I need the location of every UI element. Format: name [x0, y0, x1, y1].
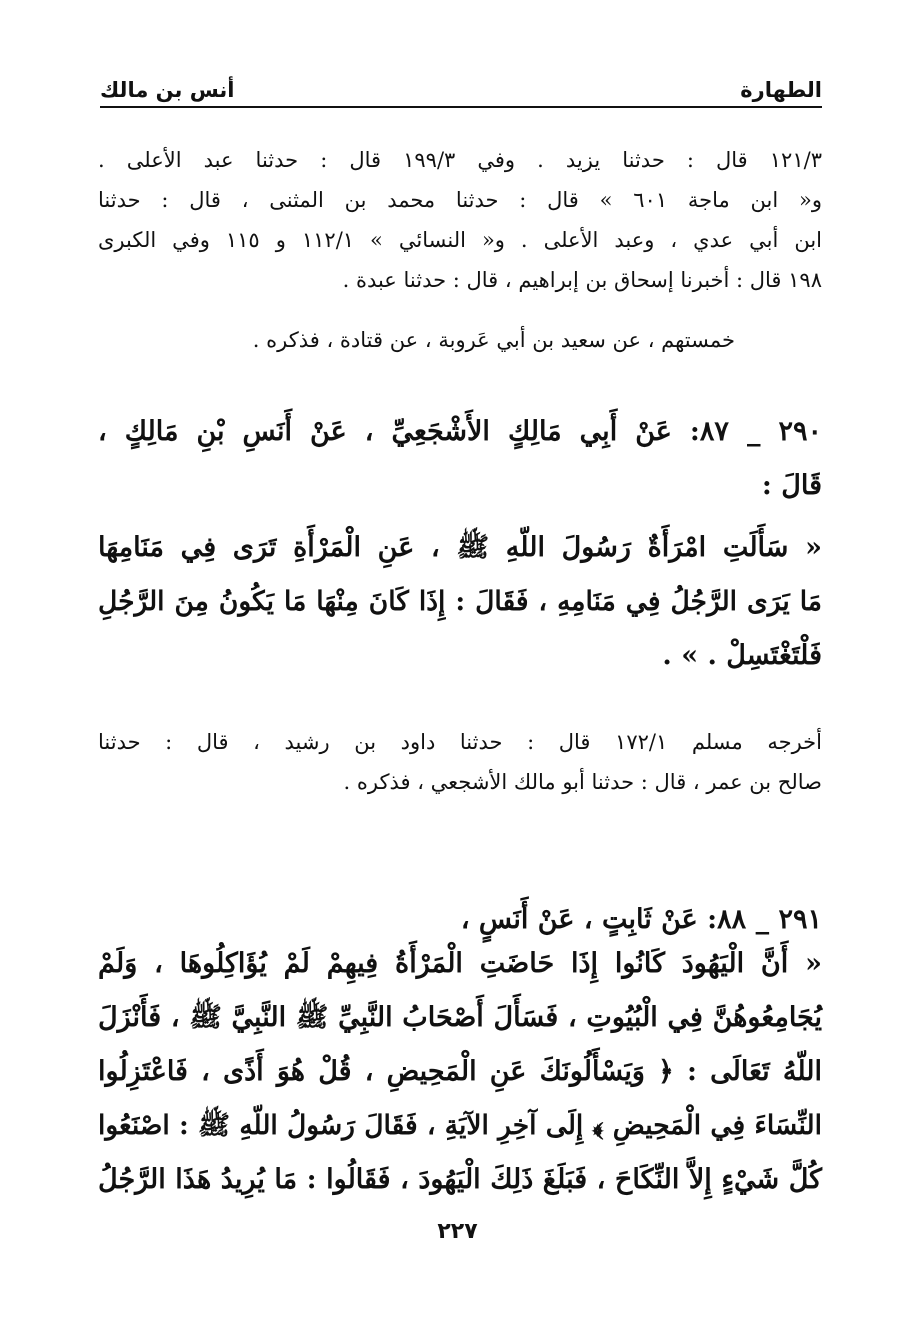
note-line: أخرجه مسلم ١٧٢/١ قال : حدثنا داود بن رشيد ، قال : حدثنا [98, 730, 822, 754]
hadith-line: « سَأَلَتِ امْرَأَةٌ رَسُولَ اللّهِ ﷺ ، عَنِ الْمَرْأَةِ تَرَى فِي مَنَامِهَا [98, 532, 822, 563]
note-line: صالح بن عمر ، قال : حدثنا أبو مالك الأشجعي ، فذكره . [343, 770, 822, 794]
hadith-line: ٢٩٠ _ ٨٧: عَنْ أَبِي مَالِكٍ الأَشْجَعِيِّ ، عَنْ أَنَسِ بْنِ مَالِكٍ ، [98, 416, 822, 447]
header-rule [100, 106, 822, 108]
header-chapter-title: أنس بن مالك [100, 78, 235, 102]
footnote-sources-1 [98, 140, 822, 300]
page-number: ٢٢٧ [437, 1219, 478, 1244]
note-line: و« ابن ماجة ٦٠١ » قال : حدثنا محمد بن المثنى ، قال : حدثنا [98, 188, 822, 212]
hadith-291-text [98, 937, 822, 1207]
hadith-line: كُلَّ شَيْءٍ إِلاَّ النِّكَاحَ ، فَبَلَغَ ذَلِكَ الْيَهُودَ ، فَقَالُوا : مَا يُرِيدُ هَذَا الرَّجُلُ [98, 1164, 822, 1195]
running-header [100, 78, 822, 112]
hadith-line: النِّسَاءَ فِي الْمَحِيضِ ﴾ إِلَى آخِرِ الآيَةِ ، فَقَالَ رَسُولُ اللّهِ ﷺ : اصْنَعُوا [98, 1110, 822, 1141]
hadith-line: فَلْتَغْتَسِلْ . » . [662, 640, 822, 671]
header-section-title: الطهارة [740, 78, 822, 102]
hadith-290-header [98, 405, 822, 513]
footnote-sources-2 [98, 722, 822, 802]
hadith-line: قَالَ : [761, 470, 822, 501]
hadith-line: ٢٩١ _ ٨٨: عَنْ ثَابِتٍ ، عَنْ أَنَسٍ ، [460, 904, 822, 935]
footnote-chain-summary [98, 320, 735, 360]
note-line: ١٩٨ قال : أخبرنا إسحاق بن إبراهيم ، قال : حدثنا عبدة . [342, 268, 822, 292]
hadith-line: مَا يَرَى الرَّجُلُ فِي مَنَامِهِ ، فَقَالَ : إِذَا كَانَ مِنْهَا مَا يَكُونُ مِنَ الرَّجُلِ [98, 586, 822, 617]
hadith-line: « أَنَّ الْيَهُودَ كَانُوا إِذَا حَاضَتِ الْمَرْأَةُ فِيهِمْ لَمْ يُؤَاكِلُوهَا ، وَلَمْ [98, 948, 822, 979]
hadith-290-text [98, 521, 822, 683]
hadith-line: يُجَامِعُوهُنَّ فِي الْبُيُوتِ ، فَسَأَلَ أَصْحَابُ النَّبِيِّ ﷺ النَّبِيَّ ﷺ ، فَأَنْزَلَ [98, 1002, 822, 1033]
note-line: ابن أبي عدي ، وعبد الأعلى . و« النسائي » ١١٢/١ و ١١٥ وفي الكبرى [98, 228, 823, 252]
note-line: خمستهم ، عن سعيد بن أبي عَروبة ، عن قتادة ، فذكره . [252, 328, 735, 352]
hadith-line: اللّهُ تَعَالَى : ﴿ وَيَسْأَلُونَكَ عَنِ الْمَحِيضِ ، قُلْ هُوَ أَذًى ، فَاعْتَزِلُوا [98, 1056, 822, 1087]
note-line: ١٢١/٣ قال : حدثنا يزيد . وفي ١٩٩/٣ قال : حدثنا عبد الأعلى . [98, 148, 822, 172]
